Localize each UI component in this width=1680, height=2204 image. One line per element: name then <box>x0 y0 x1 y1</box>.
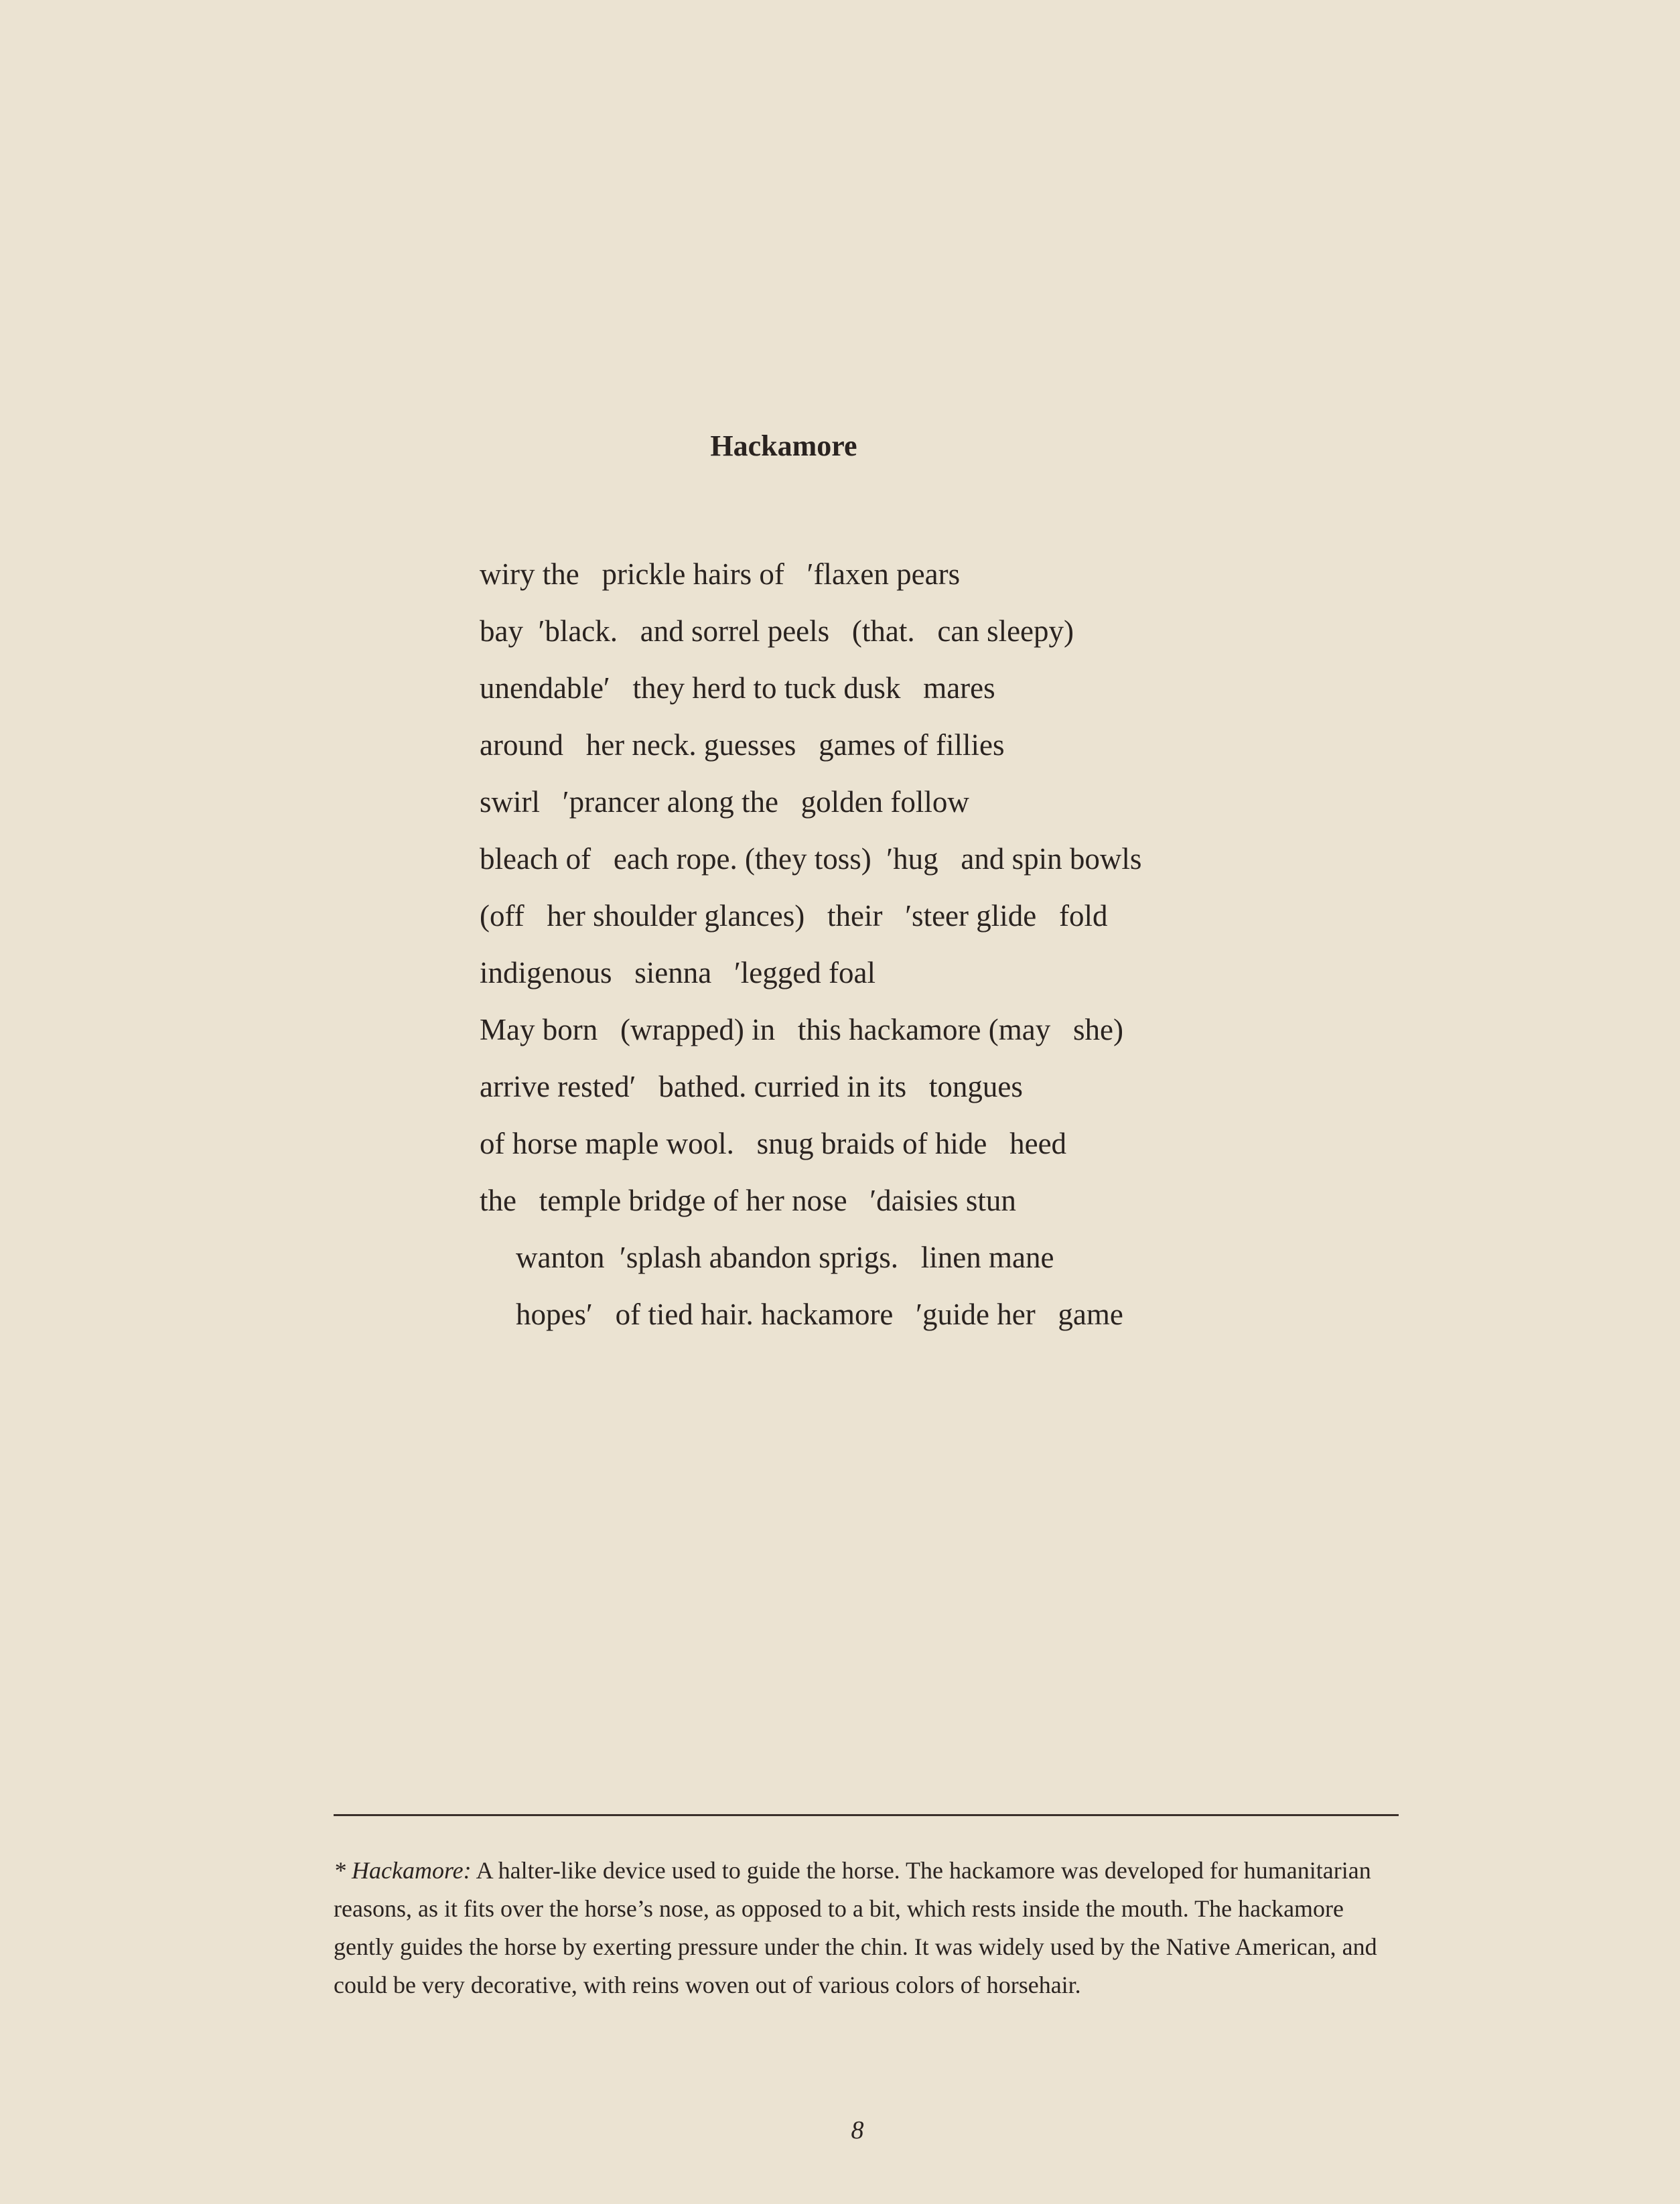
poem-line: bleach of each rope. (they toss) ′hug and spin bowls <box>480 842 1142 876</box>
poem-line: (off her shoulder glances) their ′steer glide fold <box>480 899 1108 933</box>
poem-line: of horse maple wool. snug braids of hide heed <box>480 1127 1067 1160</box>
poem-line: hopes′ of tied hair. hackamore ′guide her game <box>516 1298 1123 1331</box>
poem-line: May born (wrapped) in this hackamore (may she) <box>480 1013 1123 1046</box>
poem-line: around her neck. guesses games of fillies <box>480 728 1005 762</box>
poem-body <box>480 546 1141 1343</box>
footnote-divider <box>334 1814 1399 1816</box>
poem-line: bay ′black. and sorrel peels (that. can sleepy) <box>480 614 1074 648</box>
poem-line: wanton ′splash abandon sprigs. linen mane <box>516 1241 1054 1274</box>
footnote <box>334 1852 1405 2004</box>
footnote-term: * Hackamore: <box>334 1857 472 1884</box>
poem-line: the temple bridge of her nose ′daisies stun <box>480 1184 1016 1217</box>
page-number: 8 <box>851 2116 864 2144</box>
poem-line: swirl ′prancer along the golden follow <box>480 785 969 819</box>
poem-line: indigenous sienna ′legged foal <box>480 956 876 989</box>
poem-line: arrive rested′ bathed. curried in its tongues <box>480 1070 1023 1103</box>
footnote-text: A halter-like device used to guide the horse. The hackamore was developed for humanitarian reasons, as it fits over the horse’s nose, as opposed to a bit, which rests inside the mouth. The hackamore gently guides the horse by exerting pressure under the chin. It was widely used by the Native American, and could be very decorative, with reins woven out of various colors of horsehair. <box>334 1857 1377 1998</box>
poem-line: wiry the prickle hairs of ′flaxen pears <box>480 557 961 591</box>
poem-title: Hackamore <box>710 429 857 462</box>
poem-line: unendable′ they herd to tuck dusk mares <box>480 671 995 705</box>
